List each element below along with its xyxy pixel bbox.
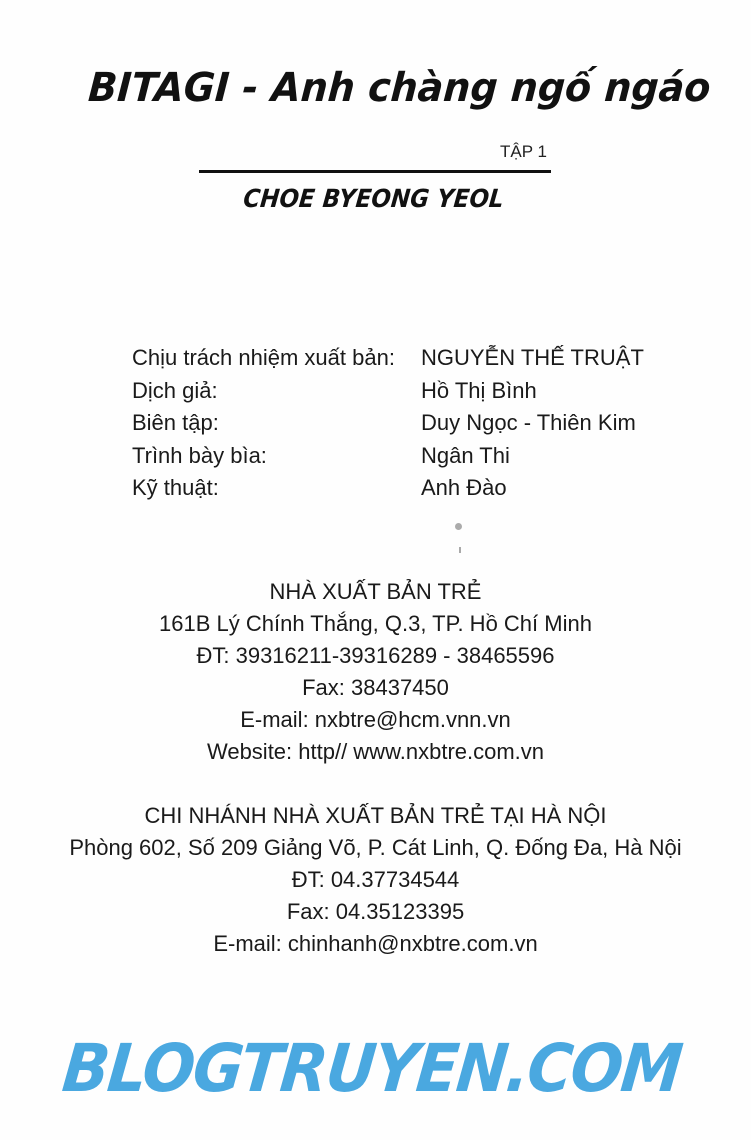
credit-label: Dịch giả: (132, 377, 218, 403)
credit-label: Trình bày bìa: (132, 442, 267, 468)
publisher-website: Website: http// www.nxbtre.com.vn (206, 739, 545, 764)
credit-row-editor (132, 407, 644, 440)
credit-row-cover-design (132, 440, 644, 473)
credit-value: Hồ Thị Bình (421, 377, 537, 403)
publisher-address: 161B Lý Chính Thắng, Q.3, TP. Hồ Chí Minh (159, 611, 592, 636)
branch-name: CHI NHÁNH NHÀ XUẤT BẢN TRẺ TẠI HÀ NỘI (144, 803, 607, 828)
branch-phone: ĐT: 04.37734544 (291, 867, 460, 892)
publisher-info (0, 576, 751, 768)
ink-speck (455, 523, 462, 530)
credit-row-technical (132, 472, 644, 505)
publisher-fax: Fax: 38437450 (302, 675, 449, 700)
publisher-phone: ĐT: 39316211-39316289 - 38465596 (196, 643, 555, 668)
credit-label: Chịu trách nhiệm xuất bản: (132, 345, 395, 370)
volume-label: TẬP 1 (500, 142, 547, 161)
credit-row-publisher-responsible (132, 342, 644, 375)
branch-info (0, 800, 751, 960)
ink-speck (459, 547, 461, 553)
credit-label: Biên tập: (132, 410, 219, 435)
watermark-logo: BLOGTRUYEN.COM (59, 1030, 685, 1107)
title-divider (199, 170, 551, 173)
branch-fax: Fax: 04.35123395 (286, 899, 465, 924)
credit-label: Kỹ thuật: (132, 475, 219, 500)
credit-row-translator (132, 375, 644, 408)
publisher-name: NHÀ XUẤT BẢN TRẺ (269, 579, 482, 604)
branch-email: E-mail: chinhanh@nxbtre.com.vn (213, 931, 538, 956)
branch-address: Phòng 602, Số 209 Giảng Võ, P. Cát Linh, Q. Đống Đa, Hà Nội (69, 835, 682, 860)
credit-value: Duy Ngọc - Thiên Kim (421, 410, 636, 435)
credits-list (132, 342, 644, 505)
book-title: BITAGI - Anh chàng ngố ngáo (86, 64, 713, 111)
credit-value: NGUYỄN THẾ TRUẬT (421, 345, 644, 370)
credit-value: Anh Đào (421, 475, 507, 500)
credit-value: Ngân Thi (421, 442, 510, 468)
author-name: CHOE BYEONG YEOL (242, 184, 506, 213)
publisher-email: E-mail: nxbtre@hcm.vnn.vn (240, 707, 511, 732)
